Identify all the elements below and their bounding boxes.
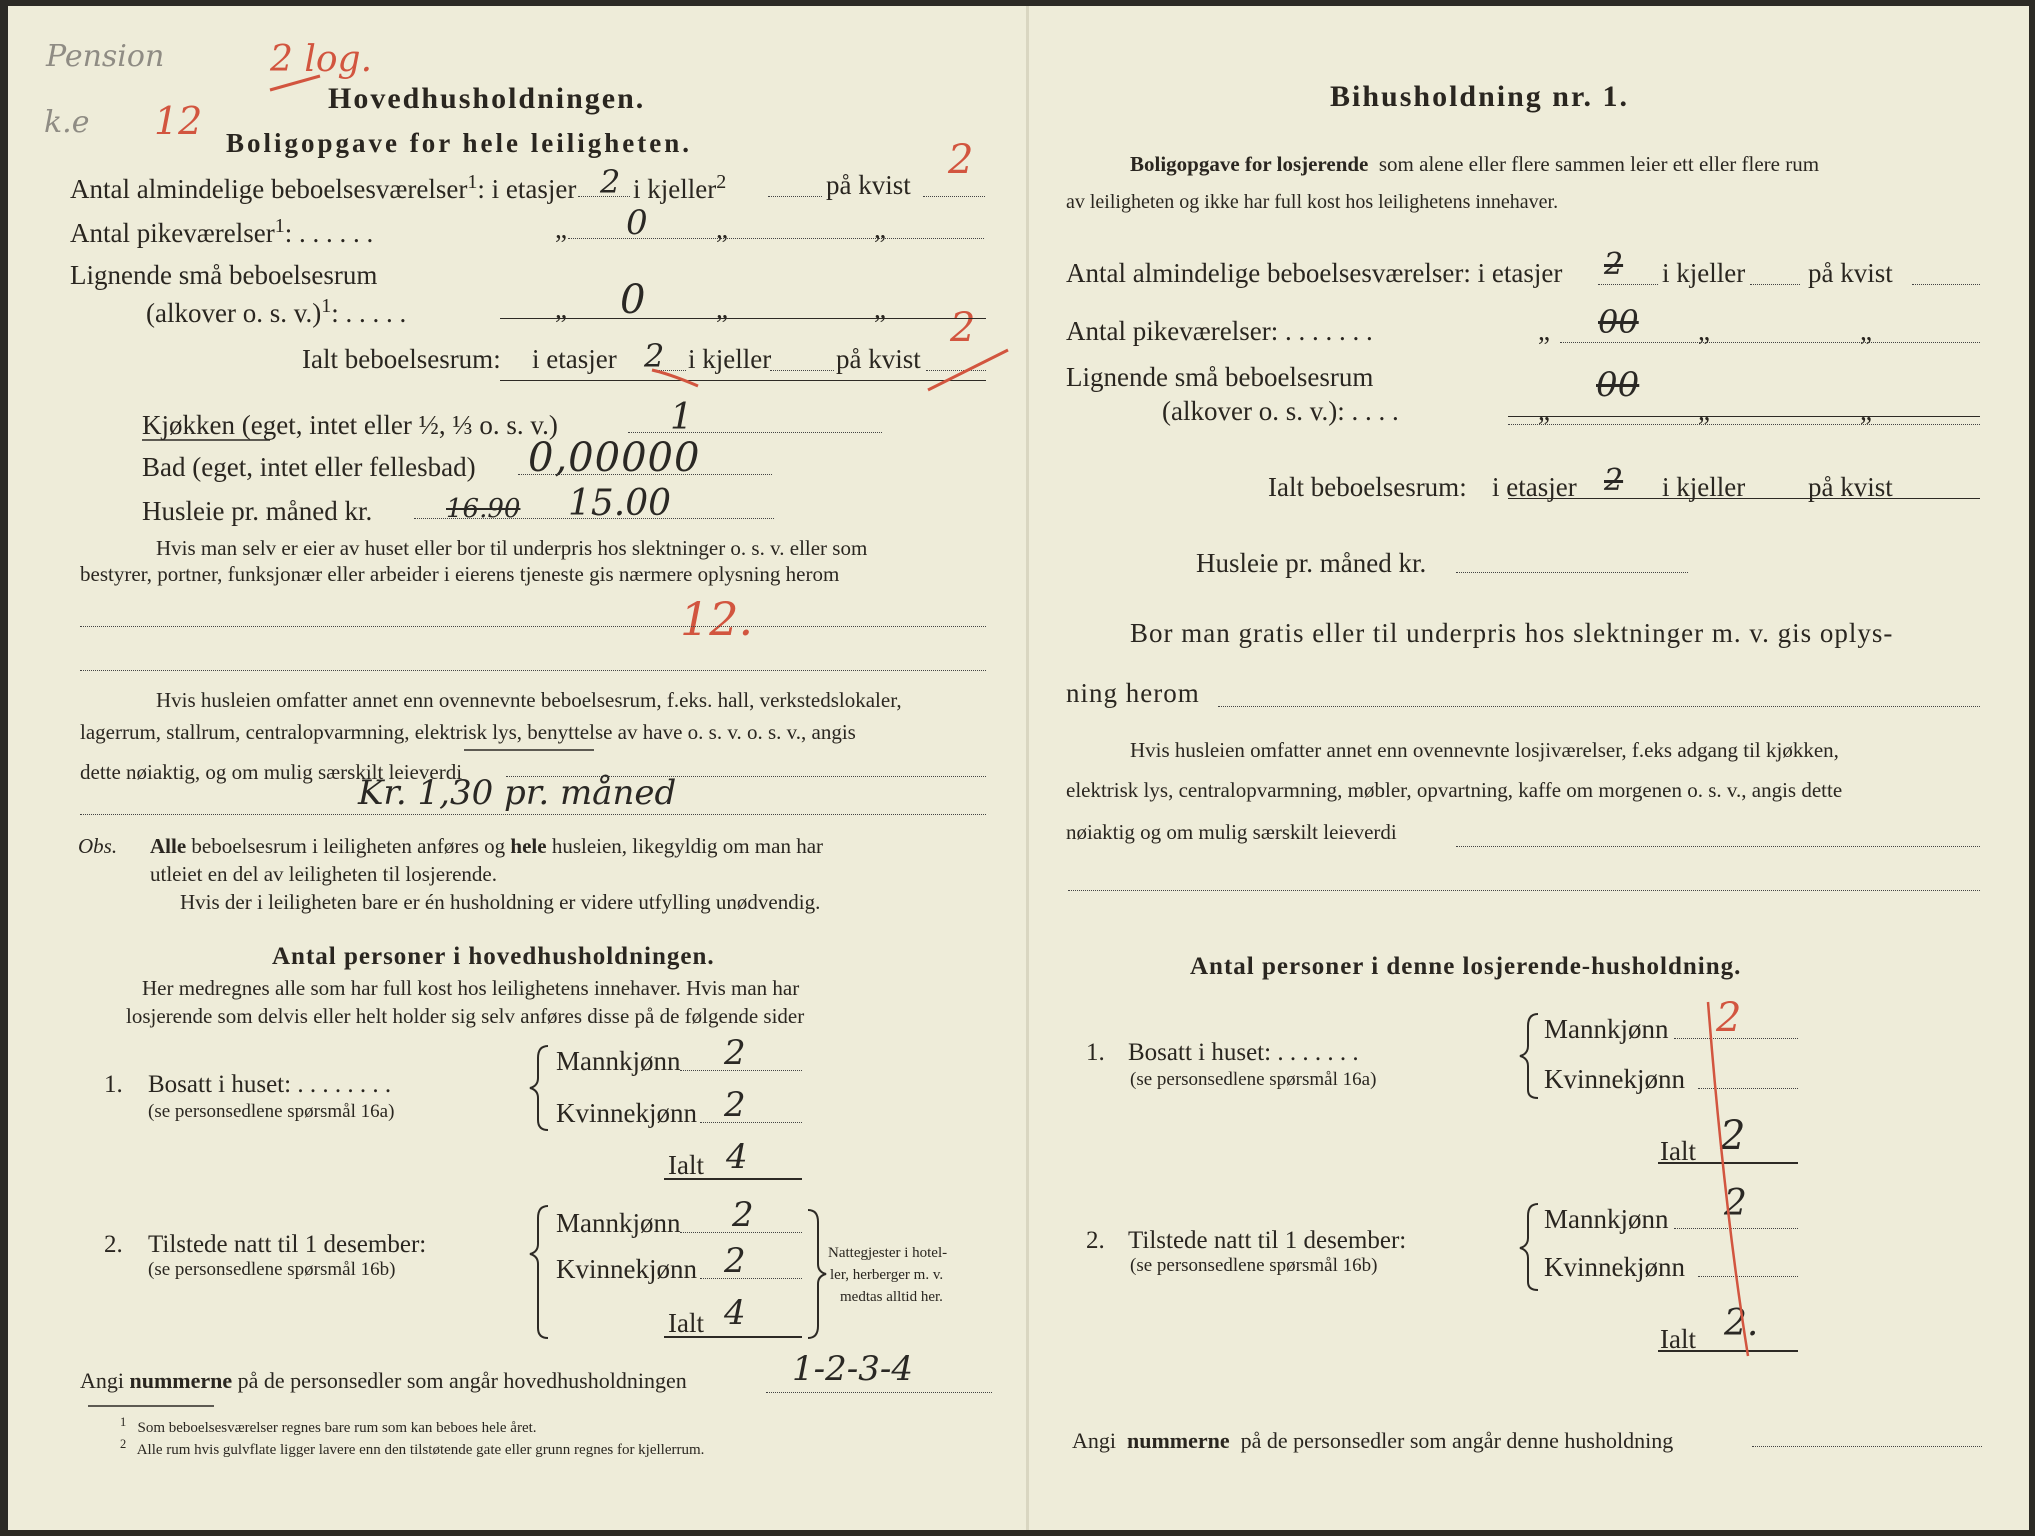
right-gratis-line2: ning herom — [1066, 678, 1200, 708]
owner-note-red-value: 12. — [680, 592, 754, 646]
bath-value: 0,00000 — [528, 435, 701, 481]
right-q2-total-value: 2. — [1724, 1303, 1759, 1344]
rooms-kjeller-label: i kjeller$^2$ — [633, 171, 727, 204]
page-subtitle: Boligopgave for hele leiligheten. — [226, 128, 692, 158]
right-note-line3: nøiaktig og om mulig særskilt leieverdi — [1066, 820, 1397, 844]
right-q1-label: Bosatt i huset: . . . . . . . — [1128, 1039, 1359, 1066]
right-total-etasjer-value: 2 — [1604, 463, 1624, 498]
rooms-kvist-value: 2 — [948, 137, 974, 183]
census-form-sheet — [8, 6, 2029, 1530]
q1-label: Bosatt i huset: . . . . . . . . — [148, 1071, 392, 1098]
ditto-mark: „ — [874, 214, 886, 244]
ditto-mark: „ — [1538, 396, 1550, 426]
right-q2-female-label: Kvinnekjønn — [1544, 1252, 1685, 1282]
rent-struck-value: 16.90 — [446, 494, 521, 524]
right-q1-male-value: 2 — [1716, 995, 1742, 1041]
q2-male-label: Mannkjønn — [556, 1208, 681, 1238]
q2-side-note-1: Nattegjester i hotel- — [828, 1245, 948, 1261]
rent-label: Husleie pr. måned kr. — [142, 496, 373, 526]
right-q1-sublabel: (se personsedlene spørsmål 16a) — [1130, 1069, 1377, 1090]
q1-number: 1. — [104, 1071, 123, 1098]
rooms-kvist-label: på kvist — [826, 170, 911, 200]
right-maid-rooms-value: 00 — [1598, 303, 1639, 341]
small-rooms-sublabel: (alkover o. s. v.)$^1$: . . . . . — [146, 295, 407, 328]
right-q2-male-value: 2 — [1724, 1183, 1747, 1224]
right-q1-number: 1. — [1086, 1039, 1105, 1066]
rooms-label: Antal almindelige beboelsesværelser$^1$: i etasjer — [70, 171, 577, 204]
right-total-rooms-label: Ialt beboelsesrum: — [1268, 472, 1467, 502]
q2-label: Tilstede natt til 1 desember: — [148, 1231, 427, 1258]
right-numbers-label: Angi nummerne på de personsedler som angår denne husholdning — [1072, 1428, 1674, 1453]
right-intro-line1: Boligopgave for losjerende som alene eller flere sammen leier ett eller flere rum — [1130, 152, 1820, 176]
persons-note-line1: Her medregnes alle som har full kost hos leilighetens innehaver. Hvis man har — [142, 976, 800, 1000]
right-rooms-kjeller-label: i kjeller — [1662, 258, 1746, 288]
ditto-mark: „ — [716, 294, 728, 324]
total-etasjer-value: 2 — [644, 337, 665, 375]
q2-female-label: Kvinnekjønn — [556, 1254, 697, 1284]
ditto-mark: „ — [555, 294, 567, 324]
pencil-note-ke: k.e — [44, 105, 90, 140]
q2-female-value: 2 — [724, 1241, 746, 1281]
red-note-2-log: 2 log. — [270, 39, 373, 80]
kitchen-label: Kjøkken (eget, intet eller ½, ⅓ o. s. v.) — [142, 410, 558, 440]
q1-female-value: 2 — [724, 1085, 746, 1125]
right-total-etasjer-label: i etasjer — [1492, 472, 1577, 502]
right-q1-total-label: Ialt — [1660, 1136, 1696, 1166]
q2-total-label: Ialt — [668, 1308, 704, 1338]
obs-line2: utleiet en del av leiligheten til losjerende. — [150, 862, 497, 886]
ditto-mark: „ — [1538, 316, 1550, 346]
ditto-mark: „ — [555, 214, 567, 244]
q2-side-note-3: medtas alltid her. — [840, 1289, 943, 1305]
owner-note-line2: bestyrer, portner, funksjonær eller arbeider i eierens tjeneste gis nærmere oplysning herom — [80, 562, 840, 586]
q1-total-value: 4 — [726, 1137, 748, 1177]
bath-label: Bad (eget, intet eller fellesbad) — [142, 452, 476, 482]
right-q1-female-label: Kvinnekjønn — [1544, 1064, 1685, 1094]
maid-rooms-value: 0 — [626, 203, 648, 243]
rent-extras-line2: lagerrum, stallrum, centralopvarmning, elektrisk lys, benyttelse av have o. s. v. o. s. v., angis — [80, 720, 856, 744]
rooms-etasjer-value: 2 — [600, 163, 621, 201]
ditto-mark: „ — [1698, 316, 1710, 346]
ditto-mark: „ — [874, 294, 886, 324]
obs-label: Obs. — [78, 834, 118, 858]
page-fold — [1026, 6, 1029, 1530]
right-note-line2: elektrisk lys, centralopvarmning, møbler, opvartning, kaffe om morgenen o. s. v., angis dette — [1066, 778, 1843, 802]
rent-value: 15.00 — [568, 483, 672, 524]
owner-note-line1: Hvis man selv er eier av huset eller bor til underpris hos slektninger o. s. v. eller som — [156, 536, 868, 560]
ditto-mark: „ — [1860, 396, 1872, 426]
right-note-line1: Hvis husleien omfatter annet enn ovennevnte losjiværelser, f.eks adgang til kjøkken, — [1130, 738, 1839, 762]
persons-note-line2: losjerende som delvis eller helt holder sig selv anføres disse på de følgende sider — [126, 1004, 805, 1028]
right-gratis-line1: Bor man gratis eller til underpris hos slektninger m. v. gis oplys- — [1130, 618, 1894, 648]
right-small-rooms-sublabel: (alkover o. s. v.): . . . . — [1162, 396, 1399, 426]
right-maid-rooms-label: Antal pikeværelser: . . . . . . . — [1066, 316, 1373, 346]
ditto-mark: „ — [716, 214, 728, 244]
rent-extras-line3: dette nøiaktig, og om mulig særskilt leieverdi — [80, 760, 463, 784]
right-page-title: Bihusholdning nr. 1. — [1330, 80, 1630, 113]
right-total-kvist-label: på kvist — [1808, 472, 1893, 502]
q1-sublabel: (se personsedlene spørsmål 16a) — [148, 1101, 395, 1122]
q1-male-label: Mannkjønn — [556, 1046, 681, 1076]
total-kvist-label: på kvist — [836, 344, 921, 374]
q2-side-note-2: ler, herberger m. v. — [830, 1267, 944, 1283]
right-q1-total-value: 2 — [1720, 1113, 1746, 1159]
q2-total-value: 4 — [724, 1293, 746, 1333]
right-small-rooms-label: Lignende små beboelsesrum — [1066, 362, 1374, 392]
q1-male-value: 2 — [724, 1033, 746, 1073]
right-small-rooms-value: 00 — [1596, 365, 1640, 405]
q1-total-label: Ialt — [668, 1150, 704, 1180]
pencil-note-pension: Pension — [46, 39, 165, 74]
right-q2-sublabel: (se personsedlene spørsmål 16b) — [1130, 1255, 1378, 1276]
right-rent-label: Husleie pr. måned kr. — [1196, 548, 1427, 578]
q2-sublabel: (se personsedlene spørsmål 16b) — [148, 1259, 396, 1280]
right-rooms-etasjer-value: 2 — [1604, 247, 1624, 282]
rent-extras-value: Kr. 1,30 pr. måned — [358, 773, 677, 813]
persons-title: Antal personer i hovedhusholdningen. — [272, 943, 715, 970]
right-rooms-kvist-label: på kvist — [1808, 258, 1893, 288]
right-q1-male-label: Mannkjønn — [1544, 1014, 1669, 1044]
right-rooms-label: Antal almindelige beboelsesværelser: i etasjer — [1066, 258, 1563, 288]
page-title: Hovedhusholdningen. — [328, 82, 646, 115]
red-note-12: 12 — [154, 99, 203, 143]
numbers-value: 1-2-3-4 — [792, 1349, 913, 1389]
total-kjeller-label: i kjeller — [688, 344, 772, 374]
total-rooms-label: Ialt beboelsesrum: — [302, 344, 501, 374]
maid-rooms-label: Antal pikeværelser$^1$: . . . . . . — [70, 215, 374, 248]
obs-line1: Alle beboelsesrum i leiligheten anføres og hele husleien, likegyldig om man har — [150, 834, 824, 858]
small-rooms-value: 0 — [620, 277, 646, 323]
obs-line3: Hvis der i leiligheten bare er én husholdning er videre utfylling unødvendig. — [180, 890, 821, 914]
numbers-label: Angi nummerne på de personsedler som angår hovedhusholdningen — [80, 1368, 687, 1393]
right-total-kjeller-label: i kjeller — [1662, 472, 1746, 502]
right-q2-label: Tilstede natt til 1 desember: — [1128, 1227, 1407, 1254]
right-intro-line2: av leiligheten og ikke har full kost hos leilighetens innehaver. — [1066, 191, 1559, 213]
right-q2-total-label: Ialt — [1660, 1324, 1696, 1354]
ditto-mark: „ — [1860, 316, 1872, 346]
ditto-mark: „ — [1698, 396, 1710, 426]
total-kvist-value: 2 — [950, 305, 976, 351]
small-rooms-label: Lignende små beboelsesrum — [70, 260, 378, 290]
footnote-1: $^1$ Som beboelsesværelser regnes bare rum som kan beboes hele året. — [120, 1415, 537, 1436]
right-persons-title: Antal personer i denne losjerende-husholdning. — [1190, 953, 1742, 980]
q1-female-label: Kvinnekjønn — [556, 1098, 697, 1128]
total-etasjer-label: i etasjer — [532, 344, 617, 374]
right-q2-male-label: Mannkjønn — [1544, 1204, 1669, 1234]
q2-number: 2. — [104, 1231, 123, 1258]
kitchen-value: 1 — [670, 397, 693, 438]
q2-male-value: 2 — [732, 1195, 754, 1235]
right-q2-number: 2. — [1086, 1227, 1105, 1254]
footnote-2: $^2$ Alle rum hvis gulvflate ligger lavere enn den tilstøtende gate eller grunn regnes for kjellerrum. — [120, 1437, 705, 1458]
rent-extras-line1: Hvis husleien omfatter annet enn ovennevnte beboelsesrum, f.eks. hall, verkstedslokaler, — [156, 688, 902, 712]
